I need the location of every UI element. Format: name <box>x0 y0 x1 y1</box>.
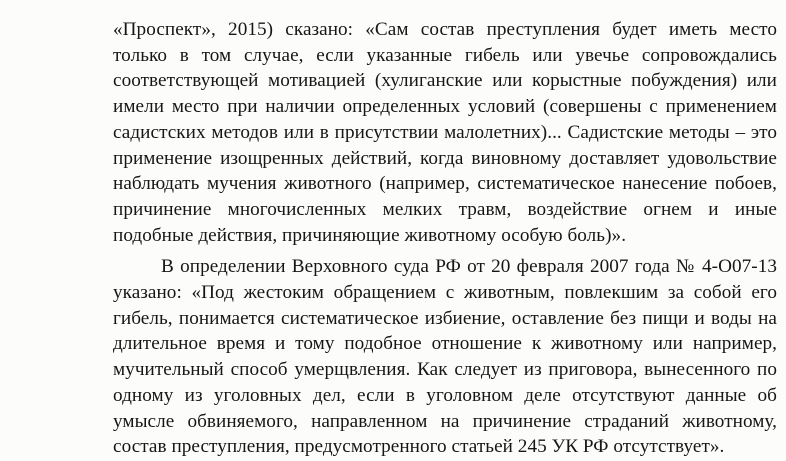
text-line: подобные действия, причиняющие животному особую боль)». <box>113 224 627 246</box>
text-line: садистских методов или в присутствии малолетних)... Садистские методы – это <box>113 121 777 143</box>
document-body <box>113 17 777 460</box>
text-line: состав преступления, предусмотренного статьей 245 УК РФ отсутствует». <box>113 436 725 458</box>
text-line: «Проспект», 2015) сказано: «Сам состав преступления будет иметь место <box>113 19 777 40</box>
paragraph-2 <box>113 254 777 460</box>
text-line: применение изощренных действий, когда виновному доставляет удовольствие <box>113 147 777 169</box>
text-line: указано: «Под жестоким обращением с животным, повлекшим за собой его <box>113 282 777 304</box>
text-line: только в том случае, если указанные гибель или увечье сопровождались <box>113 44 777 66</box>
text-line: умысле обвиняемого, направленном на причинение страданий животному, <box>113 410 777 432</box>
paragraph-1 <box>113 17 777 248</box>
text-line: имели место при наличии определенных условий (совершены с применением <box>113 96 777 118</box>
text-line: длительное время и тому подобное отношение к животному или например, <box>113 333 777 355</box>
text-line: одному из уголовных дел, если в уголовном деле отсутствуют данные об <box>113 384 777 406</box>
text-line: В определении Верховного суда РФ от 20 февраля 2007 года № 4-О07-13 <box>161 256 777 278</box>
text-line: наблюдать мучения животного (например, систематическое нанесение побоев, <box>113 173 777 195</box>
text-line: соответствующей мотивацией (хулиганские или корыстные побуждения) или <box>113 70 777 92</box>
text-line: мучительный способ умерщвления. Как следует из приговора, вынесенного по <box>113 359 777 381</box>
text-line: причинение многочисленных мелких травм, воздействие огнем и иные <box>113 198 777 220</box>
text-line: гибель, понимается систематическое избиение, оставление без пищи и воды на <box>113 307 777 329</box>
